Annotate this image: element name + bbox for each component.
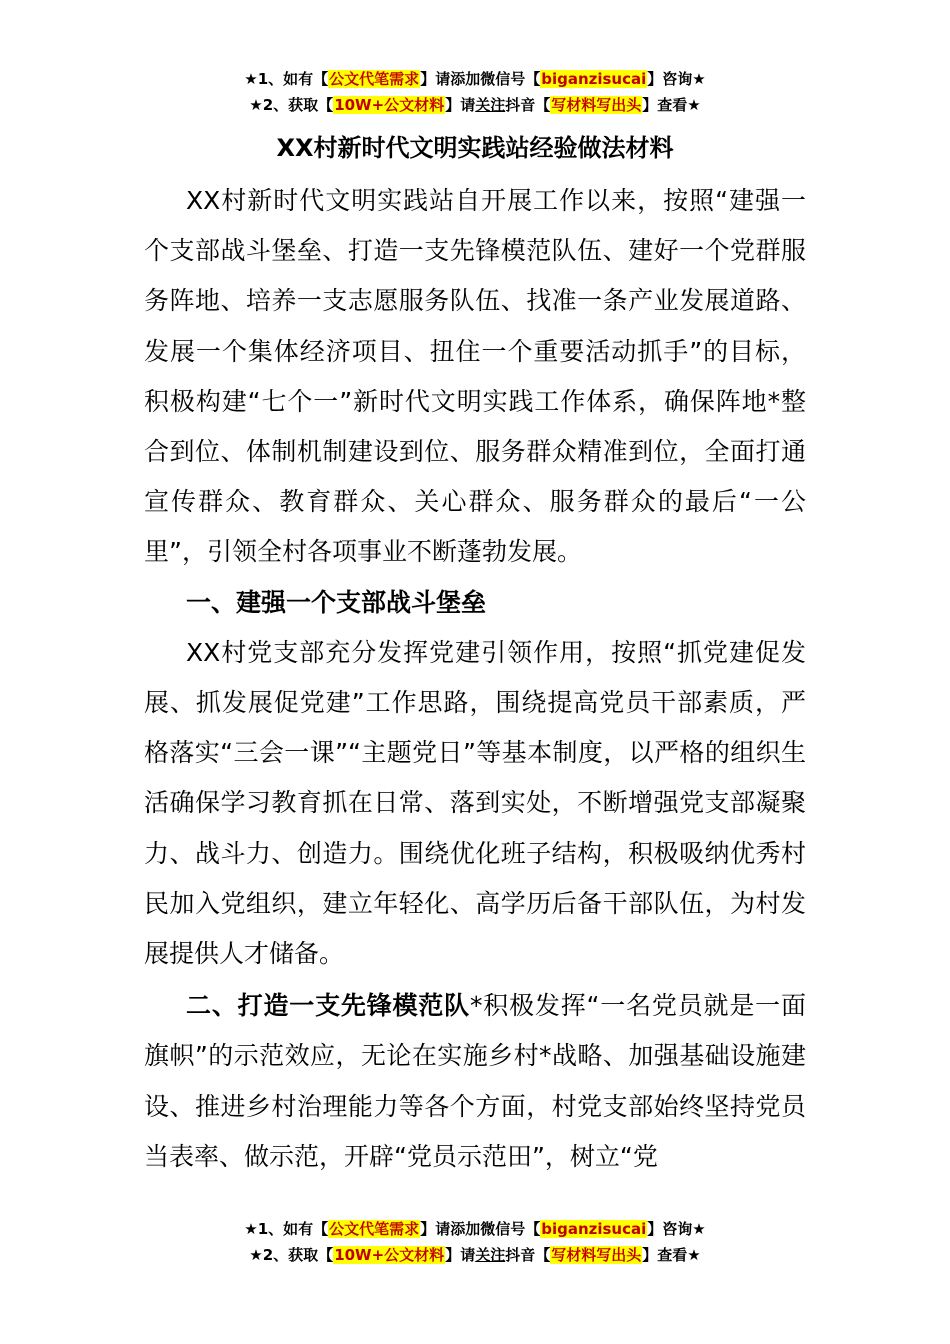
promo-text: ★2、获取【 xyxy=(249,1246,334,1264)
promo-highlight-service: 公文代笔需求 xyxy=(329,70,420,88)
section-1-paragraph: XX村党支部充分发挥党建引领作用，按照“抓党建促发展、抓发展促党建”工作思路，围绕提高党员干部素质，严格落实“三会一课”“主题党日”等基本制度，以严格的组织生活确保学习教育抓在日常、落到实处，不断增强党支部凝聚力、战斗力、创造力。围绕优化班子结构，积极吸纳优秀村民加入党组织，建立年轻化、高学历后备干部队伍，为村发展提供人才储备。 xyxy=(144,637,806,969)
promo-text: ★1、如有【 xyxy=(244,70,329,88)
promo-highlight-materials: 10W+公文材料 xyxy=(334,96,445,114)
promo-line-1 xyxy=(0,66,950,92)
promo-text: 】咨询★ xyxy=(647,70,706,88)
promo-line-2 xyxy=(0,1242,950,1268)
promo-text: 】咨询★ xyxy=(647,1220,706,1238)
promo-highlight-materials: 10W+公文材料 xyxy=(334,1246,445,1264)
section-1-heading: 一、建强一个支部战斗堡垒 xyxy=(186,587,487,617)
section-2-paragraph xyxy=(144,981,806,1182)
promo-text-underlined: 关注 xyxy=(475,96,506,114)
document-title: XX村新时代文明实践站经验做法材料 xyxy=(276,134,674,162)
promo-line-2 xyxy=(0,92,950,118)
promo-text: 】请 xyxy=(445,96,476,114)
promo-highlight-wechat: biganzisucai xyxy=(541,1220,647,1238)
promo-text: 】请 xyxy=(445,1246,476,1264)
promo-text: 】查看★ xyxy=(642,1246,701,1264)
promo-banner-top xyxy=(0,66,950,118)
intro-paragraph: XX村新时代文明实践站自开展工作以来，按照“建强一个支部战斗堡垒、打造一支先锋模范队伍、建好一个党群服务阵地、培养一支志愿服务队伍、找准一条产业发展道路、发展一个集体经济项目、扭住一个重要活动抓手”的目标，积极构建“七个一”新时代文明实践工作体系，确保阵地*整合到位、体制机制建设到位、服务群众精准到位，全面打通宣传群众、教育群众、关心群众、服务群众的最后“一公里”，引领全村各项事业不断蓬勃发展。 xyxy=(144,186,806,567)
promo-highlight-douyin: 写材料写出头 xyxy=(551,96,642,114)
promo-text: 】请添加微信号【 xyxy=(420,1220,541,1238)
promo-text: ★1、如有【 xyxy=(244,1220,329,1238)
promo-highlight-wechat: biganzisucai xyxy=(541,70,647,88)
section-2-heading: 二、打造一支先锋模范队 xyxy=(186,991,470,1021)
promo-banner-bottom xyxy=(0,1216,950,1268)
promo-highlight-douyin: 写材料写出头 xyxy=(551,1246,642,1264)
promo-text: 】请添加微信号【 xyxy=(420,70,541,88)
document-body xyxy=(144,176,806,1182)
promo-highlight-service: 公文代笔需求 xyxy=(329,1220,420,1238)
promo-text: 抖音【 xyxy=(505,1246,551,1264)
promo-text-underlined: 关注 xyxy=(475,1246,506,1264)
promo-line-1 xyxy=(0,1216,950,1242)
promo-text: 】查看★ xyxy=(642,96,701,114)
section-2-text: *积极发挥“一名党员就是一面旗帜”的示范效应，无论在实施乡村*战略、加强基础设施建设、推进乡村治理能力等各个方面，村党支部始终坚持党员当表率、做示范，开辟“党员示范田”，树立“党 xyxy=(144,991,806,1171)
promo-text: 抖音【 xyxy=(505,96,551,114)
promo-text: ★2、获取【 xyxy=(249,96,334,114)
